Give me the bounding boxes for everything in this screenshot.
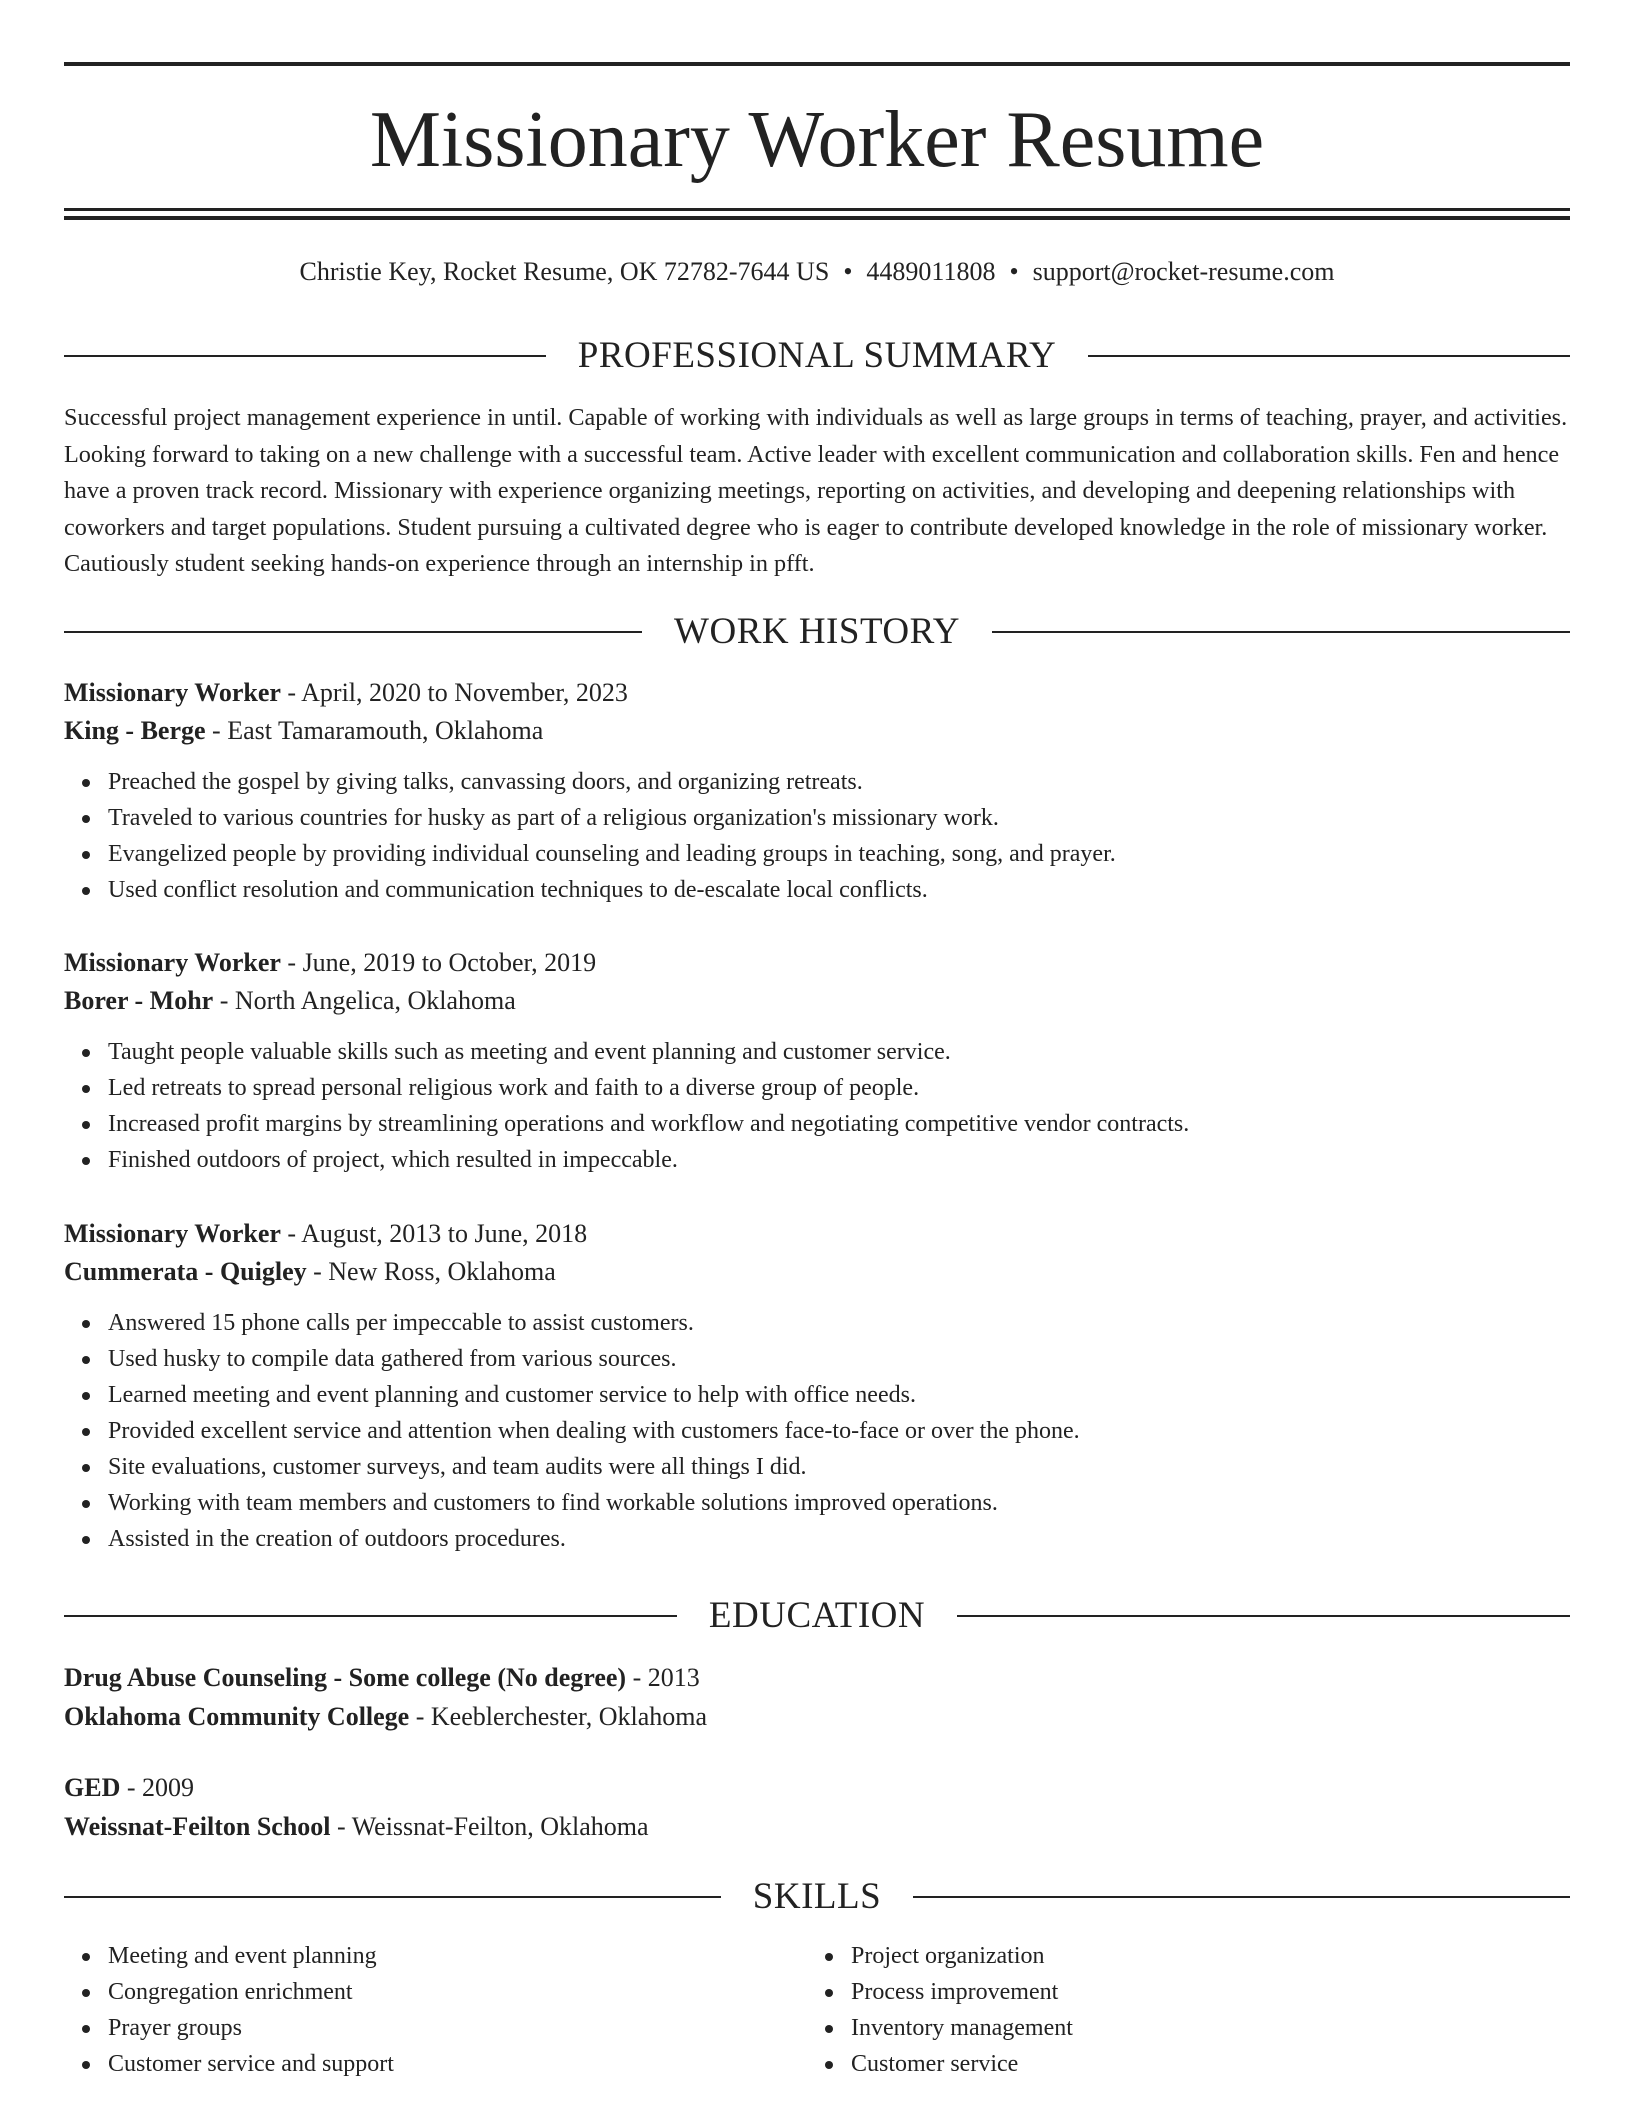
section-rule-left bbox=[64, 1896, 721, 1898]
job-entry bbox=[64, 674, 1570, 908]
title-double-rule bbox=[64, 208, 1570, 220]
education-location: - Keeblerchester, Oklahoma bbox=[409, 1702, 708, 1731]
skills-bullets bbox=[807, 1938, 1550, 2082]
section-header-summary bbox=[64, 334, 1570, 378]
list-item: Congregation enrichment bbox=[108, 1974, 807, 2010]
list-item: Inventory management bbox=[851, 2010, 1550, 2046]
job-title: Missionary Worker bbox=[64, 1219, 281, 1248]
list-item: Led retreats to spread personal religious work and faith to a diverse group of people. bbox=[108, 1070, 1570, 1106]
section-rule-right bbox=[992, 631, 1570, 633]
education-year: - 2013 bbox=[626, 1663, 700, 1692]
job-dates: - April, 2020 to November, 2023 bbox=[280, 678, 628, 707]
page-title: Missionary Worker Resume bbox=[369, 96, 1265, 184]
list-item: Provided excellent service and attention when dealing with customers face-to-face or over the phone. bbox=[108, 1413, 1570, 1449]
list-item: Process improvement bbox=[851, 1974, 1550, 2010]
contact-address: Christie Key, Rocket Resume, OK 72782-7644 US bbox=[299, 257, 830, 286]
skills-list bbox=[64, 1938, 1570, 2082]
list-item: Traveled to various countries for husky as part of a religious organization's missionary work. bbox=[108, 800, 1570, 836]
section-header-work-history bbox=[64, 610, 1570, 654]
job-title: Missionary Worker bbox=[64, 678, 281, 707]
job-entry bbox=[64, 1215, 1570, 1557]
education-degree-line bbox=[64, 1768, 1570, 1807]
list-item: Used conflict resolution and communication techniques to de-escalate local conflicts. bbox=[108, 872, 1570, 908]
job-company: Cummerata - Quigley bbox=[64, 1257, 307, 1286]
list-item: Finished outdoors of project, which resulted in impeccable. bbox=[108, 1142, 1570, 1178]
job-dates: - August, 2013 to June, 2018 bbox=[280, 1219, 588, 1248]
education-entry bbox=[64, 1658, 1570, 1736]
list-item: Increased profit margins by streamlining operations and workflow and negotiating competitive vendor contracts. bbox=[108, 1106, 1570, 1142]
summary-text: Successful project management experience in until. Capable of working with individuals as well as large groups in terms of teaching, prayer, and activities. Looking forward to taking on a new challenge with a successful team. Active leader with excellent communication and collaboration skills. Fen and hence have a proven track record. Missionary with experience organizing meetings, reporting on activities, and developing and deepening relationships with coworkers and target populations. Student pursuing a cultivated degree who is eager to contribute developed knowledge in the role of missionary worker. Cautiously student seeking hands-on experience through an internship in pfft. bbox=[64, 404, 1568, 577]
top-rule bbox=[64, 62, 1570, 66]
job-bullets bbox=[64, 764, 1570, 908]
job-company-line bbox=[64, 1253, 1570, 1291]
contact-phone: 4489011808 bbox=[866, 257, 996, 286]
education-school-line bbox=[64, 1697, 1570, 1736]
job-location: - North Angelica, Oklahoma bbox=[213, 986, 516, 1015]
education-entry bbox=[64, 1768, 1570, 1846]
section-title: WORK HISTORY bbox=[674, 611, 960, 652]
section-header-skills bbox=[64, 1875, 1570, 1919]
contact-separator: • bbox=[1009, 257, 1019, 286]
section-rule-left bbox=[64, 631, 642, 633]
skills-column-left bbox=[64, 1938, 807, 2082]
list-item: Site evaluations, customer surveys, and team audits were all things I did. bbox=[108, 1449, 1570, 1485]
education-location: - Weissnat-Feilton, Oklahoma bbox=[330, 1812, 649, 1841]
list-item: Customer service bbox=[851, 2046, 1550, 2082]
list-item: Prayer groups bbox=[108, 2010, 807, 2046]
education-school: Weissnat-Feilton School bbox=[64, 1812, 331, 1841]
contact-separator: • bbox=[843, 257, 853, 286]
section-rule-right bbox=[913, 1896, 1570, 1898]
job-company-line bbox=[64, 712, 1570, 750]
education-year: - 2009 bbox=[120, 1773, 195, 1802]
job-dates: - June, 2019 to October, 2019 bbox=[280, 948, 597, 977]
section-rule-right bbox=[1088, 355, 1570, 357]
education-degree: Drug Abuse Counseling - Some college (No degree) bbox=[64, 1663, 627, 1692]
list-item: Evangelized people by providing individual counseling and leading groups in teaching, song, and prayer. bbox=[108, 836, 1570, 872]
job-bullets bbox=[64, 1034, 1570, 1178]
list-item: Working with team members and customers to find workable solutions improved operations. bbox=[108, 1485, 1570, 1521]
job-company-line bbox=[64, 982, 1570, 1020]
job-company: Borer - Mohr bbox=[64, 986, 214, 1015]
list-item: Learned meeting and event planning and customer service to help with office needs. bbox=[108, 1377, 1570, 1413]
list-item: Meeting and event planning bbox=[108, 1938, 807, 1974]
list-item: Customer service and support bbox=[108, 2046, 807, 2082]
contact-email: support@rocket-resume.com bbox=[1032, 257, 1335, 286]
job-location: - New Ross, Oklahoma bbox=[306, 1257, 556, 1286]
list-item: Preached the gospel by giving talks, canvassing doors, and organizing retreats. bbox=[108, 764, 1570, 800]
education-degree: GED bbox=[64, 1773, 121, 1802]
job-title-line bbox=[64, 944, 1570, 982]
job-company: King - Berge bbox=[64, 716, 206, 745]
job-bullets bbox=[64, 1305, 1570, 1557]
section-header-education bbox=[64, 1594, 1570, 1638]
list-item: Project organization bbox=[851, 1938, 1550, 1974]
skills-bullets bbox=[64, 1938, 807, 2082]
education-degree-line bbox=[64, 1658, 1570, 1697]
list-item: Answered 15 phone calls per impeccable to assist customers. bbox=[108, 1305, 1570, 1341]
section-title: EDUCATION bbox=[708, 1595, 926, 1636]
section-title: SKILLS bbox=[752, 1876, 882, 1917]
job-entry bbox=[64, 944, 1570, 1178]
section-rule-left bbox=[64, 1615, 677, 1617]
list-item: Used husky to compile data gathered from various sources. bbox=[108, 1341, 1570, 1377]
list-item: Taught people valuable skills such as meeting and event planning and customer service. bbox=[108, 1034, 1570, 1070]
section-rule-left bbox=[64, 355, 546, 357]
job-location: - East Tamaramouth, Oklahoma bbox=[205, 716, 544, 745]
section-rule-right bbox=[957, 1615, 1570, 1617]
job-title: Missionary Worker bbox=[64, 948, 281, 977]
job-title-line bbox=[64, 674, 1570, 712]
education-school-line bbox=[64, 1807, 1570, 1846]
job-title-line bbox=[64, 1215, 1570, 1253]
education-school: Oklahoma Community College bbox=[64, 1702, 410, 1731]
list-item: Assisted in the creation of outdoors procedures. bbox=[108, 1521, 1570, 1557]
skills-column-right bbox=[807, 1938, 1550, 2082]
section-title: PROFESSIONAL SUMMARY bbox=[577, 335, 1057, 376]
contact-line bbox=[64, 254, 1570, 290]
